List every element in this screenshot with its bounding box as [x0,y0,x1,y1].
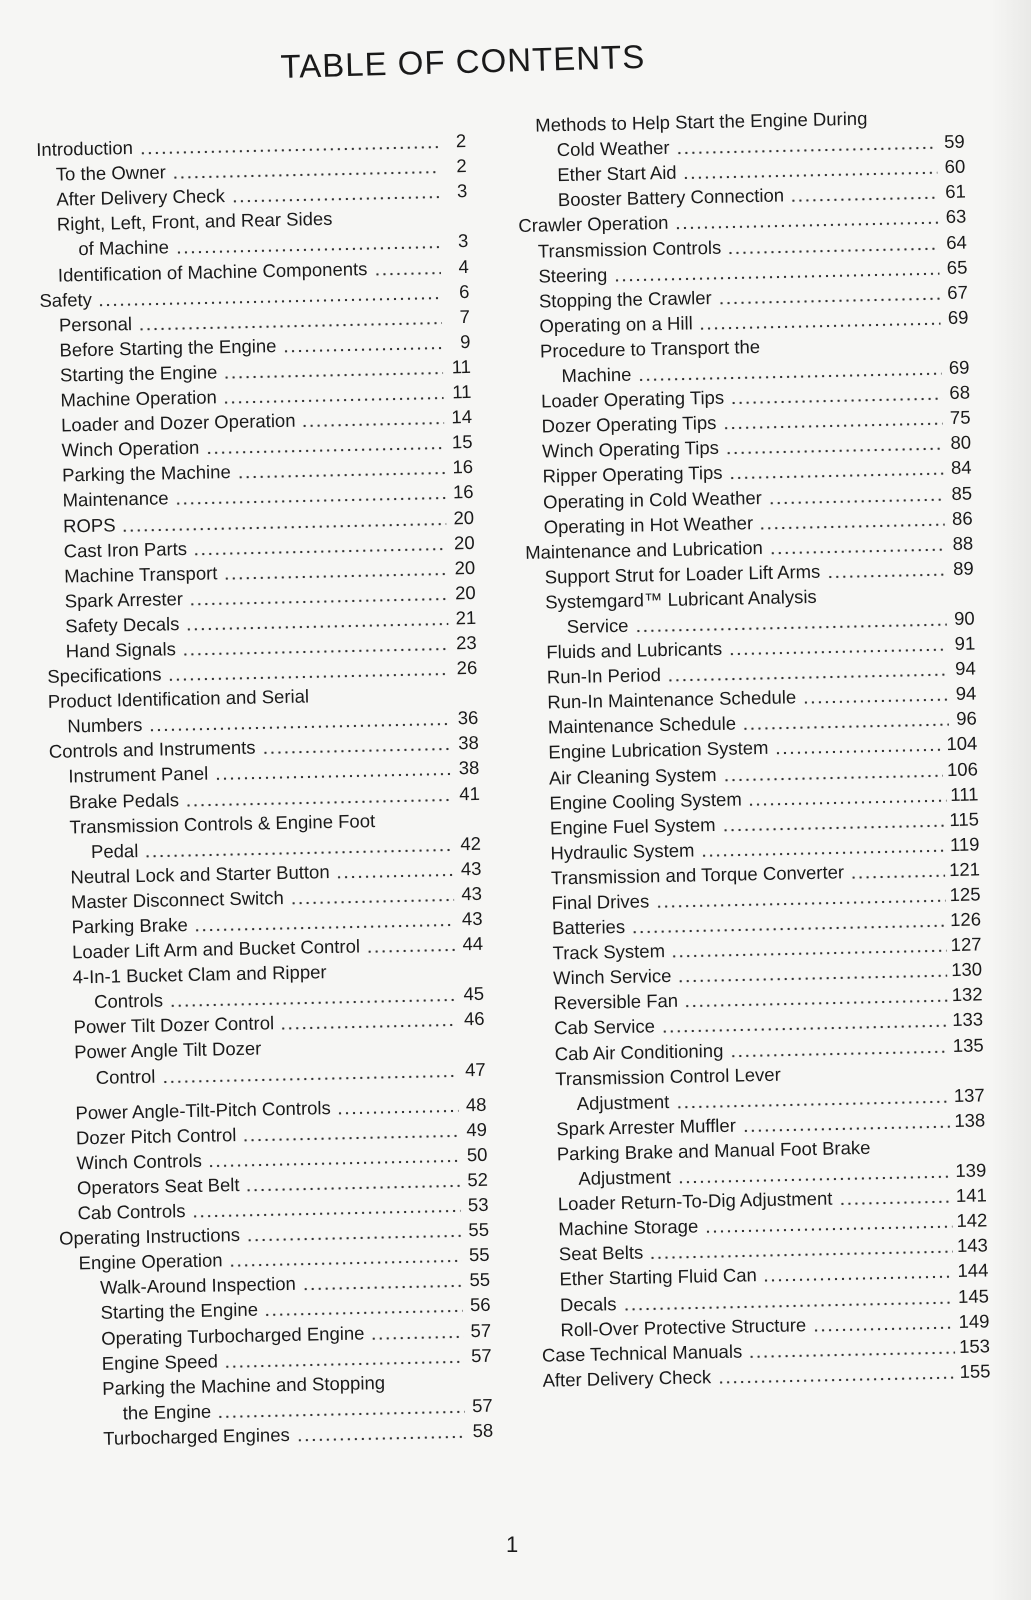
toc-entry-title: Loader Return-To-Dig Adjustment [557,1187,833,1215]
toc-entry-page: 57 [471,1394,493,1416]
toc-entry-title: Steering [538,263,608,287]
toc-entry-page: 141 [955,1184,988,1207]
toc-entry-page: 139 [955,1159,987,1182]
toc-entry-title: Transmission Controls [537,236,722,262]
toc-entry-title: Procedure to Transport the [539,335,761,362]
toc-entry-title: Loader and Dozer Operation [60,409,296,436]
dot-leader [366,948,455,953]
toc-entry-page: 16 [452,481,474,503]
toc-entry-page: 142 [956,1209,988,1232]
toc-entry-title: Support Strut for Loader Lift Arms [544,560,821,588]
dot-leader [223,572,447,580]
dot-leader [280,1024,457,1031]
toc-entry-page: 55 [468,1243,490,1266]
dot-leader [730,397,942,404]
toc-entry-title: Brake Pedals [68,788,180,812]
toc-entry-title: Adjustment [578,1166,672,1189]
toc-entry-page: 68 [949,381,971,404]
toc-entry-title: Parking Brake [71,913,188,938]
toc-entry-page: 49 [466,1118,488,1140]
toc-entry-page: 57 [470,1319,492,1341]
toc-entry-title: Ether Start Aid [557,161,677,186]
toc-entry-title: Cab Air Conditioning [554,1039,724,1064]
toc-entry-title: Reversible Fan [553,990,679,1014]
toc-entry-page: 14 [451,406,473,428]
toc-entry-title: Spark Arrester [64,587,184,612]
dot-leader [223,397,444,405]
toc-entry-title: Crawler Operation [518,212,669,237]
toc-entry-page: 36 [457,707,479,729]
toc-entry-title: After Delivery Check [542,1365,712,1391]
toc-entry-title: Winch Service [552,965,672,989]
toc-entry-title: Controls [93,989,164,1013]
toc-entry-page: 11 [452,380,472,403]
toc-entry-page: 23 [455,631,477,654]
toc-entry-page: 26 [456,656,478,679]
toc-entry-page: 9 [459,330,471,353]
toc-entry-title: Introduction [36,137,134,161]
toc-entry-page: 2 [455,130,467,152]
dot-leader [729,1050,948,1058]
toc-entry-title: Specifications [47,663,162,687]
toc-entry-page: 85 [951,482,973,504]
toc-entry-title: Transmission Controls & Engine Foot [69,809,376,838]
toc-entry-title: Transmission and Torque Converter [550,861,845,889]
toc-entry-title: Engine Lubrication System [548,737,769,763]
dot-leader [775,749,943,756]
toc-entry-title: Engine Cooling System [549,788,742,814]
toc-entry-page: 125 [949,883,981,906]
toc-entry-page: 11 [451,355,472,378]
dot-leader [748,799,947,806]
toc-entry-title: Before Starting the Engine [59,334,277,361]
toc-entry-title: Engine Operation [78,1249,223,1274]
toc-entry-page: 69 [947,306,969,328]
dot-leader [748,1351,955,1358]
dot-leader [231,196,439,203]
dot-leader [790,197,938,203]
toc-entry-page: 50 [466,1143,488,1166]
toc-entry-page: 143 [956,1234,989,1257]
toc-entry-title: Starting the Engine [59,361,218,386]
dot-leader [763,1275,954,1282]
toc-entry-page: 111 [950,783,979,805]
toc-entry-title: Ether Starting Fluid Can [559,1264,758,1290]
toc-entry-title: the Engine [122,1400,212,1424]
toc-entry-title: Engine Fuel System [549,813,716,839]
toc-entry-page: 42 [460,832,482,854]
dot-leader [337,1109,459,1115]
toc-entry-page: 15 [451,431,473,453]
toc-entry-title: Decals [559,1292,617,1315]
toc-entry-page: 153 [958,1335,991,1357]
dot-leader [769,548,945,555]
toc-entry-page: 20 [454,581,476,604]
toc-entry-title: Control [95,1065,156,1088]
dot-leader [722,824,946,832]
toc-entry-page: 86 [951,507,973,529]
toc-entry-title: Run-In Period [546,664,662,688]
toc-entry-page: 48 [465,1093,487,1115]
dot-leader [725,447,943,455]
toc-entry-page: 64 [946,231,968,253]
toc-entry-page: 20 [454,556,476,579]
toc-entry-page: 80 [950,431,972,454]
toc-entry-title: Parking the Machine and Stopping [102,1371,386,1399]
toc-entry-title: Parking the Machine [61,461,231,486]
toc-entry-title: Run-In Maintenance Schedule [547,686,797,713]
toc-entry-page: 133 [952,1008,984,1031]
toc-left-column [36,127,493,1451]
toc-entry-title: Operating Turbocharged Engine [100,1321,365,1349]
toc-entry-title: Spark Arrester Muffler [556,1114,737,1140]
dot-leader [302,422,445,428]
toc-entry-page: 7 [459,305,471,327]
toc-entry-title: Cab Controls [77,1200,186,1224]
toc-entry-title: Roll-Over Protective Structure [560,1313,807,1340]
toc-entry-page: 38 [458,732,480,754]
toc-right-column [516,103,991,1392]
toc-entry-page: 20 [453,531,475,553]
dot-leader [302,1285,462,1291]
toc-entry-title: Instrument Panel [68,762,209,787]
dot-leader [850,874,945,879]
toc-entry-title: Numbers [67,714,143,737]
toc-entry-title: Operating on a Hill [539,312,693,337]
page-number: 1 [506,1532,519,1557]
toc-entry-page: 130 [950,958,983,981]
toc-entry-title: Transmission Control Lever [555,1063,781,1090]
toc-entry-title: Neutral Lock and Starter Button [70,860,330,888]
toc-entry-title: Batteries [551,915,626,939]
toc-entry-title: Turbocharged Engines [103,1423,290,1449]
dot-leader [802,698,948,704]
toc-entry-title: Methods to Help Start the Engine During [535,107,868,136]
toc-entry-title: 4-In-1 Bucket Clam and Ripper [72,961,327,988]
dot-leader [826,573,945,579]
toc-entry-page: 90 [953,607,975,629]
dot-leader [336,873,454,878]
toc-entry-title: Track System [552,940,666,964]
toc-entry-page: 43 [461,882,483,905]
toc-entry-page: 63 [945,206,967,228]
toc-entry-page: 41 [459,782,481,804]
toc-entry-page: 16 [452,456,474,478]
dot-leader [290,898,454,904]
toc-entry-title: To the Owner [55,161,167,185]
toc-entry-page: 145 [957,1284,990,1307]
dot-leader [246,1184,461,1191]
toc-entry-title: ROPS [62,513,116,537]
toc-entry-page: 20 [453,506,475,528]
toc-entry-title: Adjustment [576,1090,670,1114]
toc-entry-title: Starting the Engine [100,1299,259,1324]
toc-entry-page: 89 [952,557,974,579]
toc-entry-title: Cab Service [553,1015,656,1039]
dot-leader [264,1310,463,1317]
dot-leader [742,1125,951,1132]
toc-entry-title: Power Angle-Tilt-Pitch Controls [75,1096,331,1124]
dot-leader [723,774,944,782]
toc-entry-title: Machine Operation [60,386,218,411]
toc-entry-title: Systemgard™ Lubricant Analysis [545,585,817,613]
toc-entry-title: Loader Lift Arm and Bucket Control [71,935,361,963]
toc-entry-page: 43 [461,907,483,930]
toc-entry-page: 91 [954,632,976,654]
toc-entry-title: Winch Operating Tips [541,437,720,462]
toc-entry-title: Seat Belts [558,1241,644,1265]
toc-entry-page: 137 [953,1084,985,1106]
toc-entry-title: Power Angle Tilt Dozer [73,1037,262,1063]
toc-entry-title: Machine [561,363,632,387]
toc-entry-page: 119 [949,833,980,855]
toc-entry-title: Controls and Instruments [48,736,256,763]
dot-leader [812,1326,954,1332]
toc-entry-title: Cast Iron Parts [63,537,188,562]
toc-entry-title: Winch Controls [76,1149,203,1174]
toc-entry-title: Operators Seat Belt [76,1173,240,1199]
toc-entry-title: Dozer Pitch Control [75,1123,237,1149]
toc-entry-page: 3 [456,180,468,202]
dot-leader [283,346,443,352]
toc-entry-page: 2 [456,155,467,177]
dot-leader [768,498,944,505]
toc-entry-page: 65 [946,256,968,278]
toc-entry-page: 58 [472,1419,494,1442]
toc-entry-page: 38 [458,757,480,779]
dot-leader [242,1134,459,1142]
toc-entry-page: 121 [948,858,981,881]
toc-entry-page: 6 [458,280,470,302]
toc-entry-page: 57 [470,1344,492,1366]
toc-entry-page: 4 [458,255,470,277]
toc-entry-title: Engine Speed [101,1350,219,1374]
toc-entry-title: Booster Battery Connection [557,184,785,211]
toc-entry-title: Dozer Operating Tips [541,412,717,437]
toc-entry-title: Master Disconnect Switch [70,886,285,913]
dot-leader [742,723,949,730]
toc-entry-title: Ripper Operating Tips [542,462,723,487]
toc-entry-page: 53 [467,1193,489,1216]
dot-leader [223,371,443,379]
toc-entry-page: 3 [457,230,469,252]
toc-entry-page: 69 [948,356,970,379]
toc-entry-title: Operating Instructions [58,1224,241,1249]
dot-leader [722,422,942,430]
toc-entry-title: Identification of Machine Components [57,257,368,286]
dot-leader [237,472,445,479]
toc-entry-title: Maintenance and Lubrication [524,536,763,563]
toc-entry-page: 138 [954,1109,986,1131]
toc-entry-title: Walk-Around Inspection [99,1273,297,1299]
toc-entry-title: Product Identification and Serial [47,685,310,713]
toc-entry-title: Cold Weather [556,136,670,161]
toc-entry-title: Pedal [90,839,139,862]
toc-entry-page: 55 [468,1218,490,1241]
toc-entry-title: Hand Signals [65,638,177,662]
toc-entry-title: Service [566,614,629,638]
toc-entry-page: 144 [957,1259,989,1282]
toc-entry-page: 115 [949,808,980,830]
toc-entry-page: 104 [946,732,978,755]
dot-leader [246,1234,461,1242]
toc-entry-title: Loader Operating Tips [540,386,725,412]
page-edge-shadow [991,0,1031,1600]
toc-entry-title: Final Drives [551,890,650,914]
toc-entry-title: Case Technical Manuals [541,1340,743,1366]
toc-entry-page: 106 [946,758,979,780]
toc-entry-page: 59 [943,130,965,153]
toc-entry-page: 94 [955,682,977,705]
toc-entry-title: Winch Operation [61,436,200,461]
toc-entry-page: 155 [959,1360,991,1382]
toc-entry-page: 46 [463,1008,485,1030]
dot-leader [717,1376,956,1384]
toc-entry-page: 43 [460,857,482,880]
toc-entry-page: 21 [455,606,477,629]
dot-leader [718,297,940,305]
toc-entry-page: 55 [469,1269,491,1291]
toc-entry-page: 94 [954,657,976,680]
toc-entry-page: 126 [949,908,982,931]
dot-leader [373,271,441,275]
dot-leader [727,247,939,254]
toc-entry-title: Parking Brake and Manual Foot Brake [556,1136,871,1165]
toc-entry-page: 149 [958,1309,990,1332]
toc-entry-page: 135 [952,1033,984,1056]
toc-entry-page: 60 [944,155,966,178]
toc-entry-page: 96 [956,707,978,730]
toc-entry-title: Safety Decals [65,612,180,637]
toc-entry-title: Maintenance [62,487,169,511]
toc-entry-title: Stopping the Crawler [538,286,712,312]
toc-entry-page: 52 [467,1168,489,1191]
dot-leader [371,1335,464,1340]
toc-entry-page: 45 [463,983,485,1005]
toc-entry-page: 67 [947,281,969,303]
toc-entry-title: Right, Left, Front, and Rear Sides [56,208,333,235]
dot-leader [229,1260,462,1268]
toc-entry-title: Safety [39,288,93,311]
toc-entry-title: Air Cleaning System [548,763,717,788]
dot-leader [296,1435,466,1442]
toc-entry-page: 75 [949,406,971,429]
toc-entry-title: of Machine [78,236,170,260]
dot-leader [728,648,947,656]
toc-entry-page: 61 [944,180,966,203]
toc-entry-title: Power Tilt Dozer Control [73,1012,275,1038]
toc-entry-page: 56 [469,1294,491,1316]
toc-entry-page: 84 [950,456,972,479]
page-title: TABLE OF CONTENTS [280,37,646,85]
toc-entry-title: Operating in Hot Weather [543,511,754,538]
toc-entry-page: 132 [951,983,983,1006]
toc-entry-title: Personal [58,312,133,336]
toc-entry-title: Machine Storage [558,1215,699,1240]
dot-leader [759,523,945,530]
toc-entry-title: Operating in Cold Weather [542,486,763,513]
dot-leader [838,1200,952,1205]
toc-entry-page: 44 [462,932,484,955]
toc-entry-page: 47 [464,1058,486,1080]
dot-leader [729,473,944,481]
toc-entry-title: Machine Transport [63,561,218,587]
toc-entry-title: Fluids and Lubricants [546,637,723,663]
toc-entry-title: After Delivery Check [56,185,226,210]
toc-entry-page: 88 [952,532,974,554]
dot-leader [262,748,451,755]
toc-entry-title: Maintenance Schedule [547,712,737,738]
toc-entry-title: Hydraulic System [550,839,695,864]
toc-entry-page: 127 [950,933,982,956]
